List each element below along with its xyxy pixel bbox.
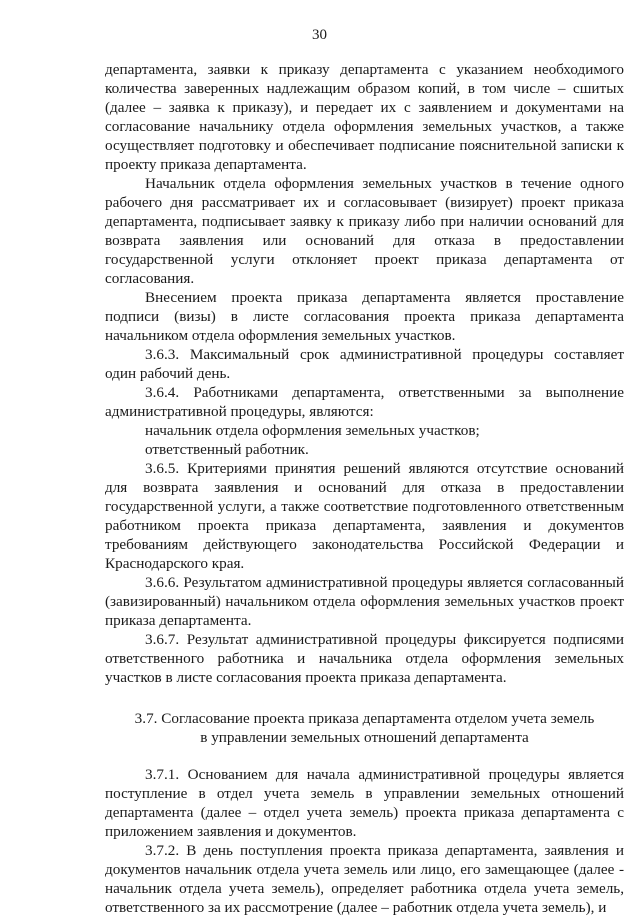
paragraph: Внесением проекта приказа департамента является проставление подписи (визы) в листе согласования проекта приказа департамента начальником отдела оформления земельных участков. [105,289,624,344]
paragraph: 3.7.1. Основанием для начала административной процедуры является поступление в отдел учета земель в управлении земельных отношений департамента (далее – отдел учета земель) проекта приказа департамента с приложением заявления и документов. [105,766,624,840]
section-heading: 3.7. Согласование проекта приказа департамента отделом учета земель в управлении земельных отношений департамента [134,710,595,746]
paragraph: 3.6.4. Работниками департамента, ответственными за выполнение административной процедуры, являются: [105,384,624,420]
paragraph: 3.6.6. Результатом административной процедуры является согласованный (завизированный) начальником отдела оформления земельных участков проект приказа департамента. [105,574,624,629]
paragraph: департамента, заявки к приказу департамента с указанием необходимого количества заверенных надлежащим образом копий, в том числе – сшитых (далее – заявка к приказу), и передает их с заявлением и документами на согласование начальнику отдела оформления земельных участков, а также осуществляет подготовку и обеспечивает подписание пояснительной записки к проекту приказа департамента. [105,61,624,173]
paragraph: 3.6.5. Критериями принятия решений являются отсутствие оснований для возврата заявления и оснований для отказа в предоставлении государственной услуги, а также соответствие подготовленного ответственным работником проекта приказа департамента, заявления и документов требованиям действующего законодательства Российской Федерации и Краснодарского края. [105,460,624,572]
paragraph: 3.6.7. Результат административной процедуры фиксируется подписями ответственного работника и начальника отдела оформления земельных участков в листе согласования проекта приказа департамента. [105,631,624,686]
list-item: ответственный работник. [145,441,309,458]
paragraph: 3.7.2. В день поступления проекта приказа департамента, заявления и документов начальник отдела учета земель или лицо, его замещающее (далее - начальник отдела учета земель), определяет работника отдела учета земель, ответственного за их рассмотрение (далее – работник отдела учета земель), и [105,842,624,916]
list-item: начальник отдела оформления земельных участков; [145,422,480,439]
page-number: 30 [312,27,327,43]
document-body [105,60,624,917]
paragraph: Начальник отдела оформления земельных участков в течение одного рабочего дня рассматривает их и согласовывает (визирует) проект приказа департамента, подписывает заявку к приказу либо при наличии оснований для возврата заявления или оснований для отказа в предоставлении государственной услуги отклоняет проект приказа департамента от согласования. [105,175,624,287]
paragraph: 3.6.3. Максимальный срок административной процедуры составляет один рабочий день. [105,346,624,382]
